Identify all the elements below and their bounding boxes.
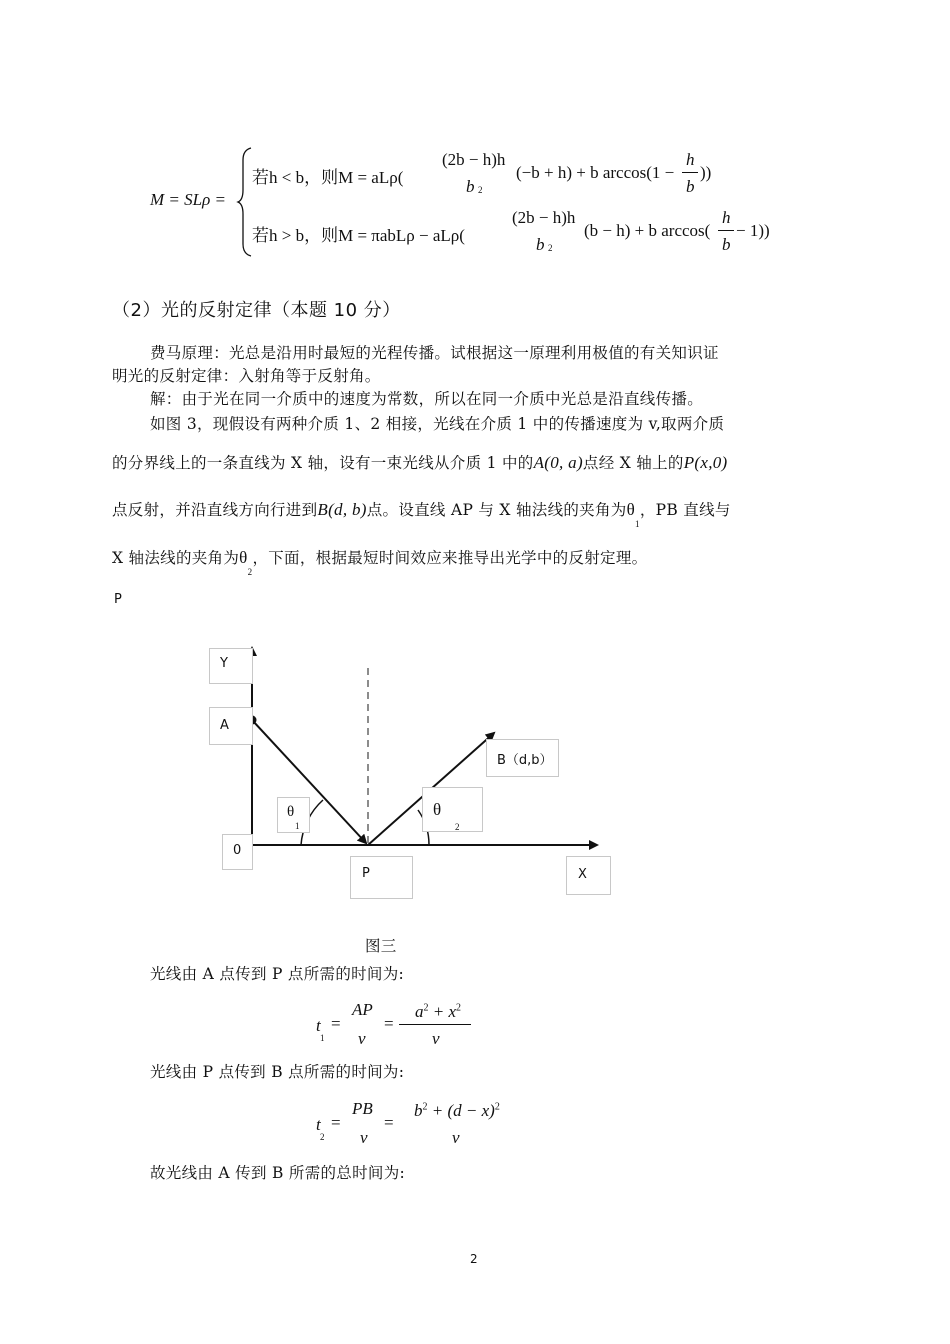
paragraph-fermat-line2: 明光的反射定律：入射角等于反射角。: [112, 367, 381, 385]
t1-intro: 光线由 A 点传到 P 点所需的时间为:: [150, 965, 405, 983]
point-a-coord: A(0, a): [533, 453, 583, 472]
point-p-label: P: [362, 866, 370, 881]
paragraph-setup-line1: 如图 3，现假设有两种介质 1、2 相接，光线在介质 1 中的传播速度为 v,取两介质: [150, 415, 725, 433]
theta1-label: θ: [287, 804, 295, 820]
theta2-box: [422, 787, 483, 832]
theta2-symbol: θ: [239, 548, 248, 567]
case2-prefix: 若h > b，则M = πabLρ − aLρ(: [252, 226, 465, 245]
theta2-sub: 2: [455, 822, 460, 832]
case1-middle: (−b + h) + b arccos(1 −: [516, 163, 675, 182]
section-title: （2）光的反射定律（本题 10 分）: [112, 300, 401, 321]
theta1-sub: 1: [295, 821, 300, 831]
point-p-coord: P(x,0): [683, 453, 728, 472]
case2-middle: (b − h) + b arccos(: [584, 221, 711, 240]
case1-frac-num: (2b − h)h: [442, 150, 506, 169]
p-label-box: [350, 856, 413, 899]
case2-frac-den: b: [536, 235, 545, 254]
case2-frac-num: (2b − h)h: [512, 208, 576, 227]
point-b-coord: B(d, b): [317, 500, 367, 519]
a-label-box: [209, 707, 253, 745]
case1-suffix: )): [700, 163, 712, 182]
theta1-symbol: θ: [626, 500, 636, 519]
paragraph-solution: 解：由于光在同一介质中的速度为常数，所以在同一介质中光总是沿直线传播。: [150, 390, 704, 408]
case2-suffix: − 1)): [736, 221, 770, 240]
case1-frac-den: b: [466, 177, 475, 196]
theta2-label: θ: [433, 800, 442, 819]
point-a-label: A: [220, 718, 229, 733]
case2-den-exp: 2: [548, 243, 553, 253]
figure-caption: 图三: [365, 937, 397, 955]
stray-label-p: P: [114, 592, 122, 607]
page-number: 2: [470, 1252, 478, 1266]
origin-label: 0: [233, 843, 242, 858]
paragraph-setup-line4: X 轴法线的夹角为$\theta_2$，下面，根据最短时间效应来推导出光学中的反射定理。: [112, 548, 648, 577]
y-axis-label: Y: [220, 656, 228, 671]
case1-prefix: 若h < b，则M = aLρ(: [252, 168, 404, 187]
total-time-intro: 故光线由 A 传到 B 所需的总时间为:: [150, 1164, 406, 1182]
case2-h-num: h: [722, 208, 731, 227]
x-label-box: [566, 856, 611, 895]
case2-h-den: b: [722, 235, 731, 254]
x-axis-label: X: [578, 867, 587, 882]
y-label-box: [209, 648, 253, 684]
t2-intro: 光线由 P 点传到 B 点所需的时间为:: [150, 1063, 405, 1081]
paragraph-setup-line2: 的分界线上的一条直线为 X 轴，设有一束光线从介质 1 中的A(0, a)点经 X 轴上的P(x,0): [112, 453, 728, 472]
paragraph-fermat-line1: 费马原理：光总是沿用时最短的光程传播。试根据这一原理利用极值的有关知识证: [150, 344, 719, 362]
paragraph-setup-line3: 点反射，并沿直线方向行进到B(d, b)点。设直线 AP 与 X 轴法线的夹角为$\theta_1$，PB 直线与: [112, 500, 731, 529]
formula-lhs: M = SLρ =: [150, 190, 226, 209]
case1-h-den: b: [686, 177, 695, 196]
point-b-label: B（d,b）: [497, 753, 553, 768]
case1-h-num: h: [686, 150, 695, 169]
case1-den-exp: 2: [478, 185, 483, 195]
